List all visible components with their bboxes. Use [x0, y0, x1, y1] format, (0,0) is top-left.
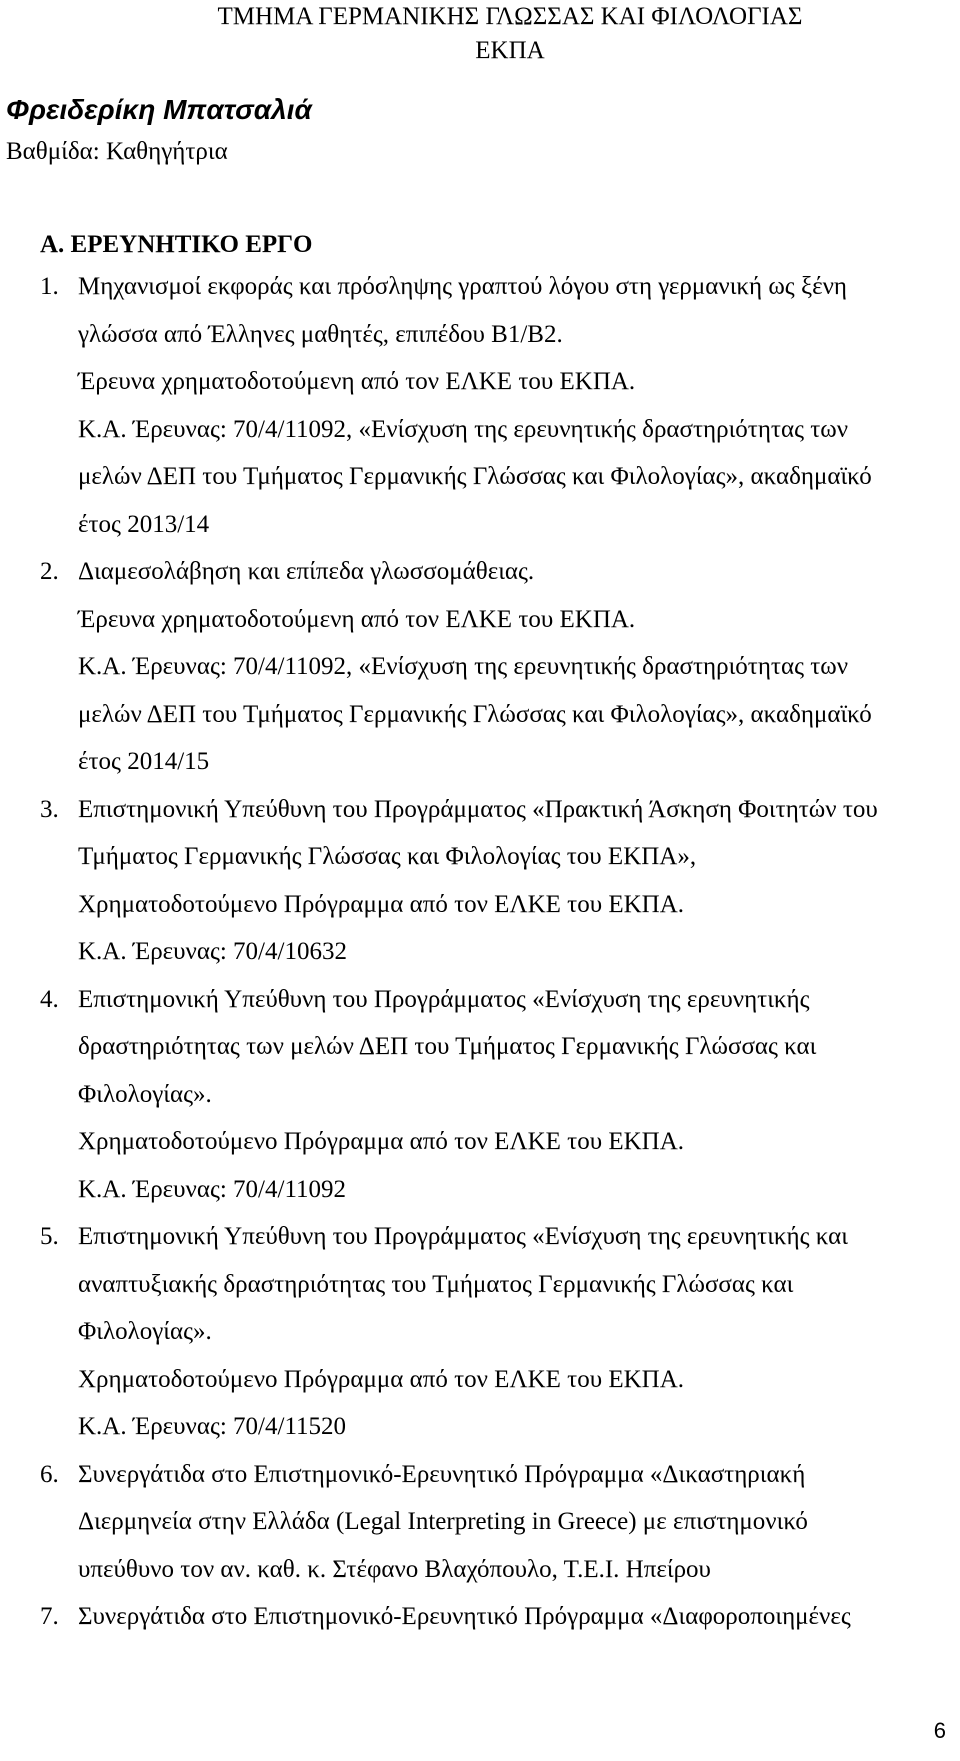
item-line: Τμήματος Γερμανικής Γλώσσας και Φιλολογίας του ΕΚΠΑ»,	[78, 843, 697, 870]
item-line: Κ.Α. Έρευνας: 70/4/11092	[78, 1175, 347, 1203]
research-item	[40, 1213, 955, 1451]
item-line: δραστηριότητας των μελών ΔΕΠ του Τμήματος Γερμανικής Γλώσσας και	[78, 1033, 817, 1060]
item-line: Συνεργάτιδα στο Επιστημονικό-Ερευνητικό Πρόγραμμα «Διαφοροποιημένες	[78, 1603, 851, 1630]
research-items-list	[40, 263, 955, 1641]
item-line: Χρηματοδοτούμενο Πρόγραμμα από τον ΕΛΚΕ του ΕΚΠΑ.	[78, 1128, 685, 1155]
item-line: γλώσσα από Έλληνες μαθητές, επιπέδου Β1/Β2.	[78, 320, 563, 348]
item-number: 3.	[40, 795, 59, 823]
item-line: Διερμηνεία στην Ελλάδα (Legal Interpreting in Greece) με επιστημονικό	[78, 1508, 808, 1535]
item-line: μελών ΔΕΠ του Τμήματος Γερμανικής Γλώσσας και Φιλολογίας», ακαδημαϊκό	[78, 700, 872, 728]
item-line: Χρηματοδοτούμενο Πρόγραμμα από τον ΕΛΚΕ του ΕΚΠΑ.	[78, 890, 685, 918]
item-line: Κ.Α. Έρευνας: 70/4/11092, «Ενίσχυση της ερευνητικής δραστηριότητας των	[78, 653, 849, 680]
item-line: Έρευνα χρηματοδοτούμενη από τον ΕΛΚΕ του ΕΚΠΑ.	[78, 368, 636, 395]
item-line: μελών ΔΕΠ του Τμήματος Γερμανικής Γλώσσας και Φιλολογίας», ακαδημαϊκό	[78, 463, 872, 490]
item-line: υπεύθυνο τον αν. καθ. κ. Στέφανο Βλαχόπουλο, Τ.Ε.Ι. Ηπείρου	[78, 1555, 711, 1583]
item-number: 2.	[40, 558, 59, 585]
research-item	[40, 548, 955, 786]
item-line: Χρηματοδοτούμενο Πρόγραμμα από τον ΕΛΚΕ του ΕΚΠΑ.	[78, 1365, 685, 1393]
research-item	[40, 263, 955, 548]
item-number: 7.	[40, 1603, 59, 1630]
item-line: Κ.Α. Έρευνας: 70/4/10632	[78, 938, 347, 965]
item-text	[78, 1593, 955, 1641]
page-header	[60, 0, 960, 68]
item-text	[78, 976, 955, 1214]
item-line: Επιστημονική Υπεύθυνη του Προγράμματος «Ενίσχυση της ερευνητικής	[78, 985, 810, 1013]
item-line: Κ.Α. Έρευνας: 70/4/11092, «Ενίσχυση της ερευνητικής δραστηριότητας των	[78, 415, 849, 443]
item-text	[78, 263, 955, 548]
research-item	[40, 786, 955, 976]
item-line: έτος 2013/14	[78, 510, 210, 538]
university-abbreviation: ΕΚΠΑ	[475, 37, 545, 64]
item-line: Έρευνα χρηματοδοτούμενη από τον ΕΛΚΕ του ΕΚΠΑ.	[78, 605, 636, 633]
item-number: 4.	[40, 985, 59, 1013]
item-text	[78, 1451, 955, 1594]
research-item	[40, 1593, 955, 1641]
research-item	[40, 976, 955, 1214]
item-line: Κ.Α. Έρευνας: 70/4/11520	[78, 1413, 347, 1440]
item-line: Φιλολογίας».	[78, 1080, 212, 1108]
author-name: Φρειδερίκη Μπατσαλιά	[6, 94, 312, 125]
item-line: Επιστημονική Υπεύθυνη του Προγράμματος «Πρακτική Άσκηση Φοιτητών του	[78, 795, 878, 823]
section-title: Α. ΕΡΕΥΝΗΤΙΚΟ ΕΡΓΟ	[40, 231, 313, 258]
research-item	[40, 1451, 955, 1594]
item-line: έτος 2014/15	[78, 748, 210, 775]
item-number: 1.	[40, 273, 59, 300]
item-line: Συνεργάτιδα στο Επιστημονικό-Ερευνητικό Πρόγραμμα «Δικαστηριακή	[78, 1460, 806, 1488]
item-text	[78, 548, 955, 786]
item-line: αναπτυξιακής δραστηριότητας του Τμήματος Γερμανικής Γλώσσας και	[78, 1270, 794, 1298]
item-number: 5.	[40, 1223, 59, 1250]
page-number: 6	[933, 1718, 946, 1743]
item-text	[78, 786, 955, 976]
item-line: Φιλολογίας».	[78, 1318, 212, 1345]
item-number: 6.	[40, 1460, 59, 1488]
department-title: ΤΜΗΜΑ ΓΕΡΜΑΝΙΚΗΣ ΓΛΩΣΣΑΣ ΚΑΙ ΦΙΛΟΛΟΓΙΑΣ	[217, 3, 803, 30]
author-rank: Βαθμίδα: Καθηγήτρια	[6, 138, 228, 165]
item-line: Μηχανισμοί εκφοράς και πρόσληψης γραπτού λόγου στη γερμανική ως ξένη	[78, 273, 847, 300]
item-text	[78, 1213, 955, 1451]
item-line: Διαμεσολάβηση και επίπεδα γλωσσομάθειας.	[78, 558, 535, 585]
item-line: Επιστημονική Υπεύθυνη του Προγράμματος «Ενίσχυση της ερευνητικής και	[78, 1223, 848, 1250]
